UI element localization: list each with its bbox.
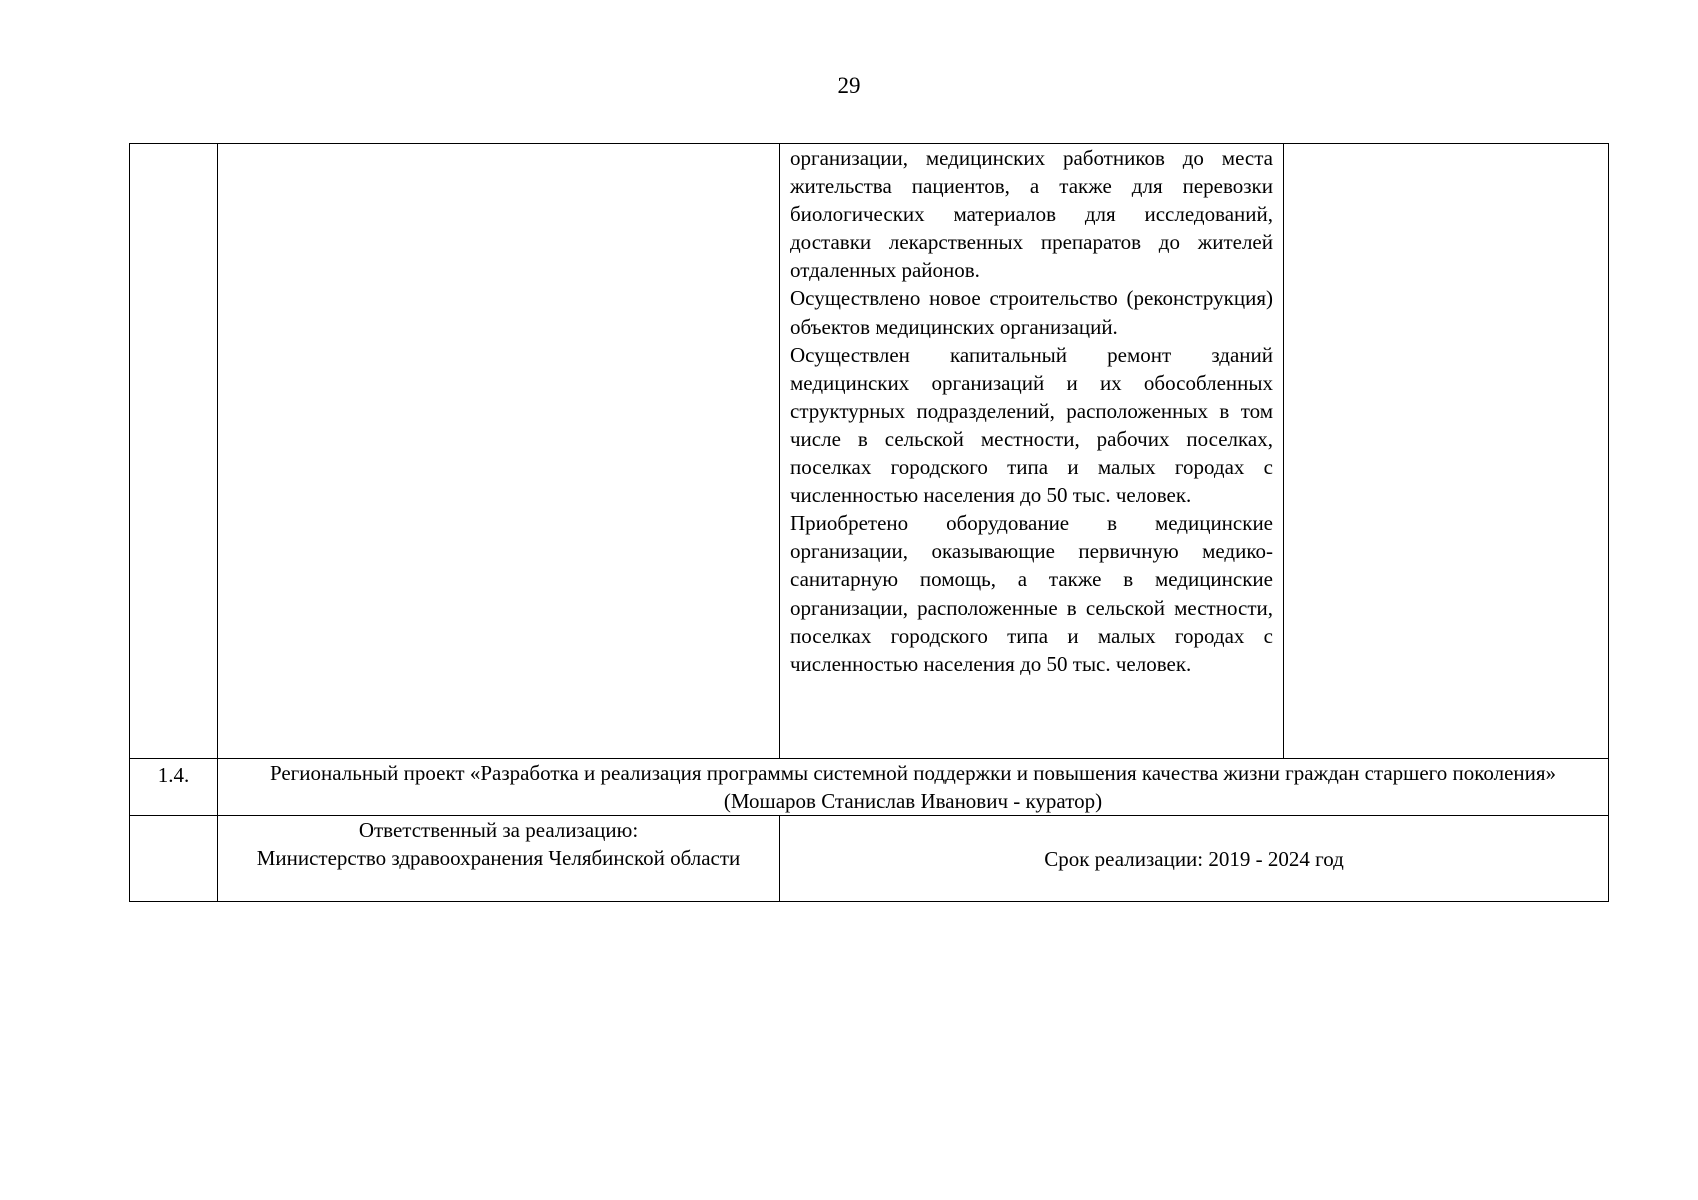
implementation-term: Срок реализации: 2019 - 2024 год bbox=[1044, 846, 1344, 871]
project-number: 1.4. bbox=[157, 763, 190, 787]
responsible-cell bbox=[218, 816, 780, 902]
responsible-organization: Министерство здравоохранения Челябинской области bbox=[256, 846, 741, 871]
row-number-cell bbox=[130, 144, 218, 759]
results-paragraph: Осуществлено новое строительство (реконструкция) объектов медицинских организаций. bbox=[790, 286, 1273, 339]
results-paragraph: Осуществлен капитальный ремонт зданий медицинских организаций и их обособленных структурных подразделений, расположенных в том числе в сельской местности, рабочих поселках, поселках городского типа и малых городах с численностью населения до 50 тыс. человек. bbox=[790, 342, 1273, 508]
results-cell bbox=[780, 144, 1284, 759]
empty-cell bbox=[130, 816, 218, 902]
table-row-responsible bbox=[130, 816, 1609, 902]
results-paragraph: Приобретено оборудование в медицинские организации, оказывающие первичную медико-санитарную помощь, а также в медицинские организации, расположенные в сельской местности, поселках городского типа и малых городах с численностью населения до 50 тыс. человек. bbox=[790, 511, 1273, 676]
table-row-continued bbox=[130, 144, 1609, 759]
project-number-cell bbox=[130, 759, 218, 816]
term-cell bbox=[780, 816, 1609, 902]
empty-cell bbox=[218, 144, 780, 759]
document-table bbox=[129, 143, 1609, 902]
empty-cell bbox=[1284, 144, 1609, 759]
responsible-label: Ответственный за реализацию: bbox=[358, 818, 639, 843]
project-title-cell bbox=[218, 759, 1609, 816]
table-row-project bbox=[130, 759, 1609, 816]
results-paragraph: организации, медицинских работников до места жительства пациентов, а также для перевозки биологических материалов для исследований, доставки лекарственных препаратов до жителей отдаленных районов. bbox=[790, 146, 1273, 283]
page-number: 29 bbox=[837, 73, 861, 98]
project-title: Региональный проект «Разработка и реализация программы системной поддержки и повышения качества жизни граждан старшего поколения» (Мошаров Станислав Иванович - куратор) bbox=[269, 761, 1557, 814]
